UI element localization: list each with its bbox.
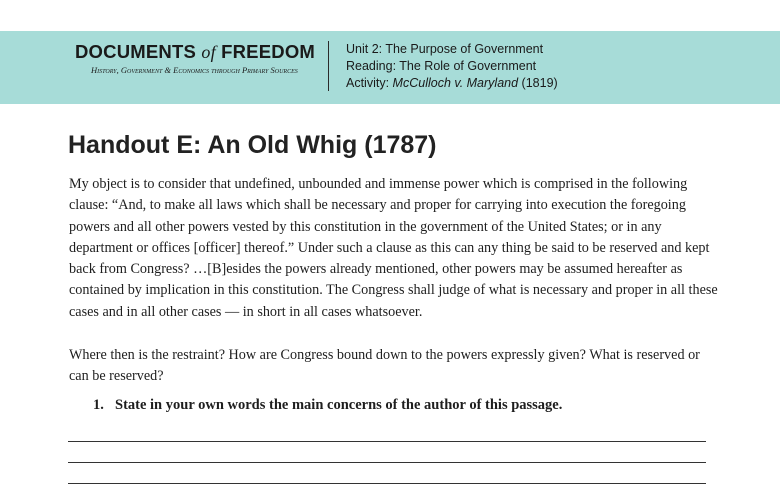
passage-paragraph-1: My object is to consider that undefined, unbounded and immense power which is comprised in the following clause: “And, to make all laws which shall be necessary and proper for carrying into execution the foregoing powers and all other powers vested by this constitution in the government of the United States; or in any department or offices [officer] thereof.” Under such a clause as this can any thing be said to be reserved and kept back from Congress? …[B]esides the powers already mentioned, other powers may be assumed hereafter as contained by implication in this constitution. The Congress shall judge of what is necessary and proper in all these cases and in all other cases — in short in all cases whatsoever. [69,176,718,320]
documents-of-freedom-logo [75,41,315,75]
answer-line[interactable] [68,462,706,463]
question-text: State in your own words the main concerns of the author of this passage. [115,397,563,413]
activity-case: McCulloch v. Maryland [392,76,519,90]
unit-label: Unit 2: The Purpose of Government [346,42,544,56]
activity-label [346,75,558,92]
header-divider [328,41,329,91]
answer-line[interactable] [68,483,706,484]
brand-title-of: of [201,42,216,62]
brand-subtitle: History, Government & Economics through Primary Sources [91,65,298,75]
answer-line[interactable] [68,441,706,442]
reading-label: Reading: The Role of Government [346,59,537,73]
passage-paragraph-2: Where then is the restraint? How are Congress bound down to the powers expressly given? What is reserved or can be reserved? [69,347,700,385]
brand-title [75,41,315,63]
handout-title: Handout E: An Old Whig (1787) [68,131,437,159]
brand-title-documents: DOCUMENTS [75,41,197,62]
brand-title-freedom: FREEDOM [221,41,316,62]
activity-prefix: Activity: [346,76,390,90]
question-number: 1. [93,397,104,413]
unit-info [346,41,558,92]
header-band [0,31,780,104]
activity-year: (1819) [521,76,558,90]
question-1 [93,397,562,414]
